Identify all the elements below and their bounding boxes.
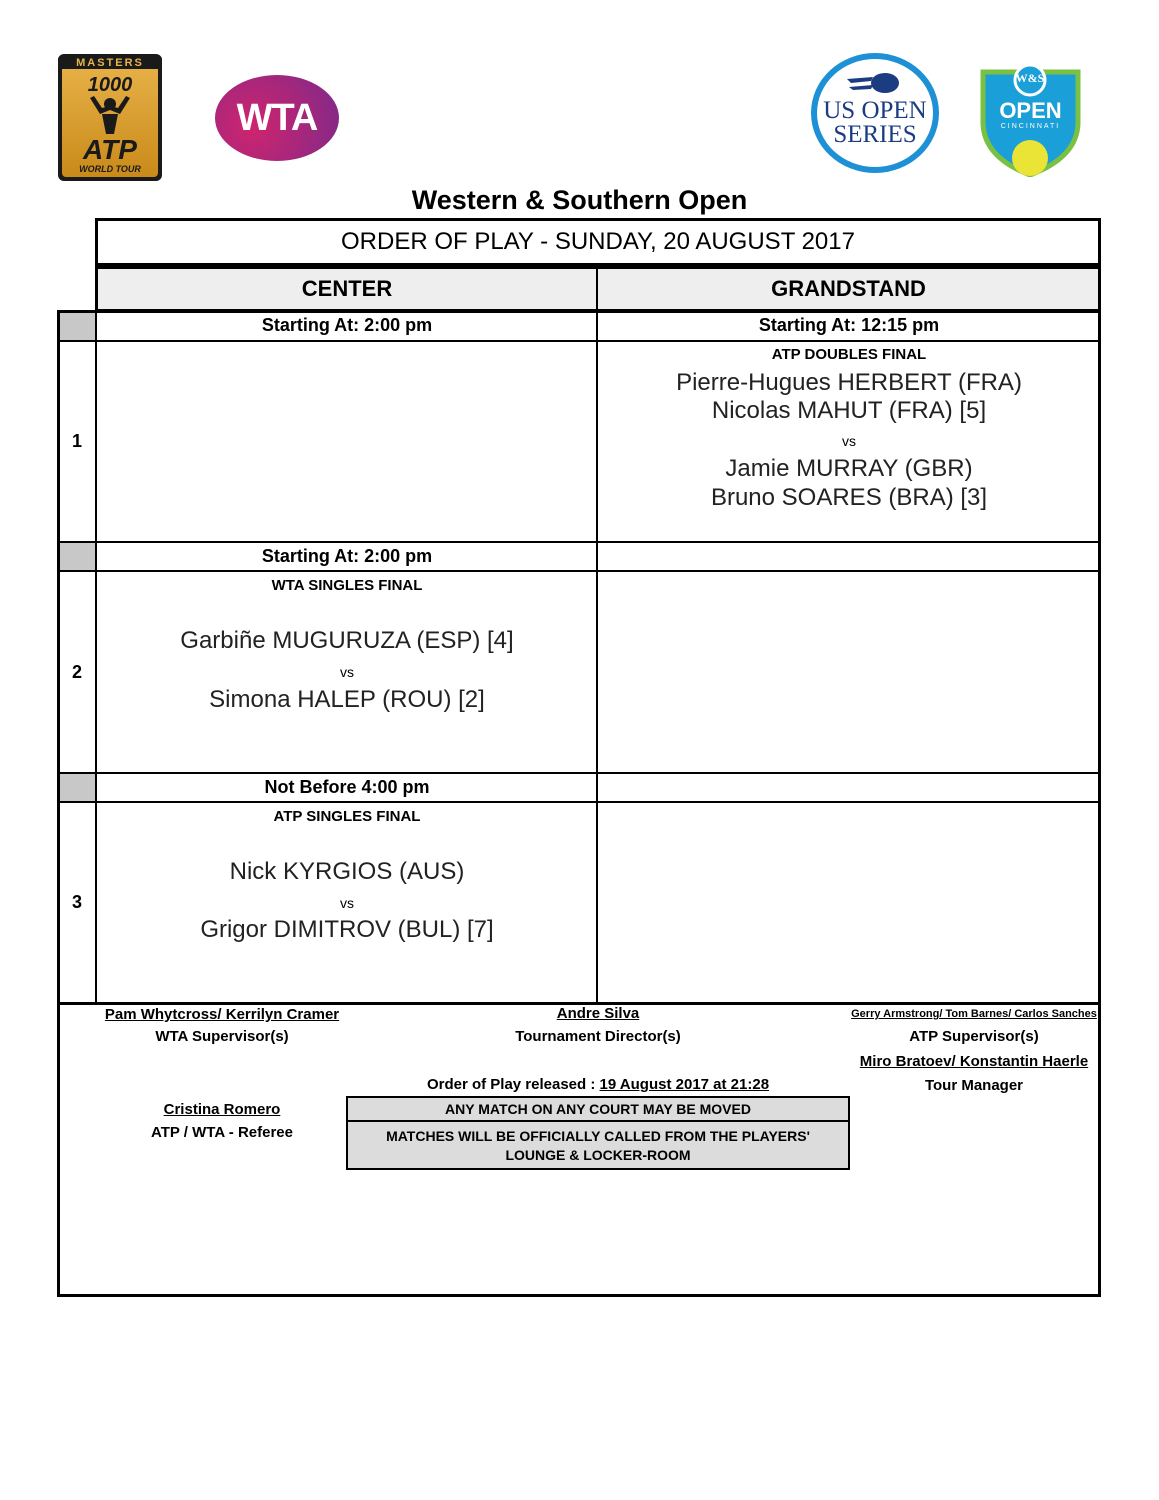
row2-player2: Simona HALEP (ROU) [2]: [209, 686, 485, 713]
row2-player1: Garbiñe MUGURUZA (ESP) [4]: [180, 627, 514, 654]
series-text: SERIES: [833, 121, 917, 148]
row3-vs: vs: [340, 895, 354, 911]
notice-match-moved: [346, 1096, 850, 1122]
row-number-1: 1: [71, 431, 82, 451]
row1-grandstand-start-time: Starting At: 12:15 pm: [758, 315, 940, 335]
notice-called-line1: MATCHES WILL BE OFFICIALLY CALLED FROM THE PLAYERS': [386, 1128, 810, 1144]
tour-manager-names: Miro Bratoev/ Konstantin Haerle: [859, 1053, 1089, 1070]
atp-logo-1000-text: 1000: [87, 74, 133, 96]
atp-supervisor-names: Gerry Armstrong/ Tom Barnes/ Carlos Sanches: [851, 1008, 1097, 1020]
atp-logo-atp-text: ATP: [83, 134, 137, 165]
ws-cincinnati-text: CINCINNATI: [1000, 123, 1061, 130]
row2-start-rule: [57, 570, 1101, 572]
order-released-line: [346, 1076, 850, 1093]
wta-supervisor-names: Pam Whytcross/ Kerrilyn Cramer: [104, 1006, 340, 1023]
tour-manager-role: Tour Manager: [924, 1077, 1024, 1094]
court-header-grandstand: GRANDSTAND: [599, 269, 1098, 309]
ws-open-cincinnati-logo: [977, 62, 1084, 177]
released-label: Order of Play released :: [426, 1076, 596, 1093]
wta-logo: [215, 75, 339, 161]
us-open-series-logo: [811, 53, 939, 173]
row3-start-rule: [57, 801, 1101, 803]
row1-marker: [60, 313, 95, 340]
court-header-center: CENTER: [98, 269, 596, 309]
row-number-2: 2: [71, 662, 82, 682]
row1-start-rule: [57, 340, 1101, 342]
row3-center-start-time: Not Before 4:00 pm: [264, 777, 430, 797]
notice-match-moved-text: ANY MATCH ON ANY COURT MAY BE MOVED: [445, 1101, 751, 1117]
row3-center-match-type: ATP SINGLES FINAL: [273, 808, 421, 825]
ws-open-text: OPEN: [999, 98, 1062, 123]
row2-vs: vs: [340, 664, 354, 680]
row1-team2-player-a: Jamie MURRAY (GBR): [725, 455, 973, 482]
row2-center-start-time: Starting At: 2:00 pm: [261, 546, 433, 566]
row2-marker: [60, 543, 95, 570]
court-divider: [596, 266, 598, 1005]
row3-marker: [60, 774, 95, 801]
flame-ball-icon: [845, 71, 907, 95]
tournament-director-name: Andre Silva: [556, 1005, 640, 1022]
row1-team2-player-b: Bruno SOARES (BRA) [3]: [710, 484, 988, 511]
referee-role: ATP / WTA - Referee: [151, 1124, 293, 1141]
row1-vs: vs: [842, 433, 856, 449]
us-open-text: US OPEN: [823, 97, 927, 124]
row1-center-start-time: Starting At: 2:00 pm: [261, 315, 433, 335]
ws-monogram-text: W&S: [1015, 71, 1045, 85]
wta-supervisor-role: WTA Supervisor(s): [155, 1028, 289, 1045]
notice-officially-called: [346, 1120, 850, 1170]
notice-called-line2: LOUNGE & LOCKER-ROOM: [505, 1147, 691, 1163]
row1-team1-player-b: Nicolas MAHUT (FRA) [5]: [711, 397, 987, 424]
released-value: 19 August 2017 at 21:28: [599, 1076, 770, 1093]
row3-player2: Grigor DIMITROV (BUL) [7]: [200, 916, 494, 943]
atp-logo-masters-text: MASTERS: [58, 57, 162, 69]
row-number-3: 3: [71, 892, 82, 912]
atp-supervisor-role: ATP Supervisor(s): [909, 1028, 1039, 1045]
order-of-play-banner: [95, 218, 1101, 266]
wta-logo-text: WTA: [236, 96, 318, 139]
atp-logo-world-tour-text: WORLD TOUR: [79, 164, 141, 174]
row1-grandstand-match-type: ATP DOUBLES FINAL: [771, 346, 927, 363]
row3-top-rule: [57, 772, 1101, 774]
row1-team1-player-a: Pierre-Hugues HERBERT (FRA): [676, 369, 1022, 396]
referee-name: Cristina Romero: [163, 1101, 281, 1118]
atp-masters-1000-logo: [58, 54, 162, 181]
tournament-director-role: Tournament Director(s): [515, 1028, 681, 1045]
row2-top-rule: [57, 541, 1101, 543]
tennis-player-icon: [86, 96, 134, 134]
row2-center-match-type: WTA SINGLES FINAL: [271, 577, 423, 594]
order-of-play-title: ORDER OF PLAY - SUNDAY, 20 AUGUST 2017: [341, 228, 855, 255]
event-title: Western & Southern Open: [411, 185, 748, 215]
row3-player1: Nick KYRGIOS (AUS): [229, 858, 465, 885]
